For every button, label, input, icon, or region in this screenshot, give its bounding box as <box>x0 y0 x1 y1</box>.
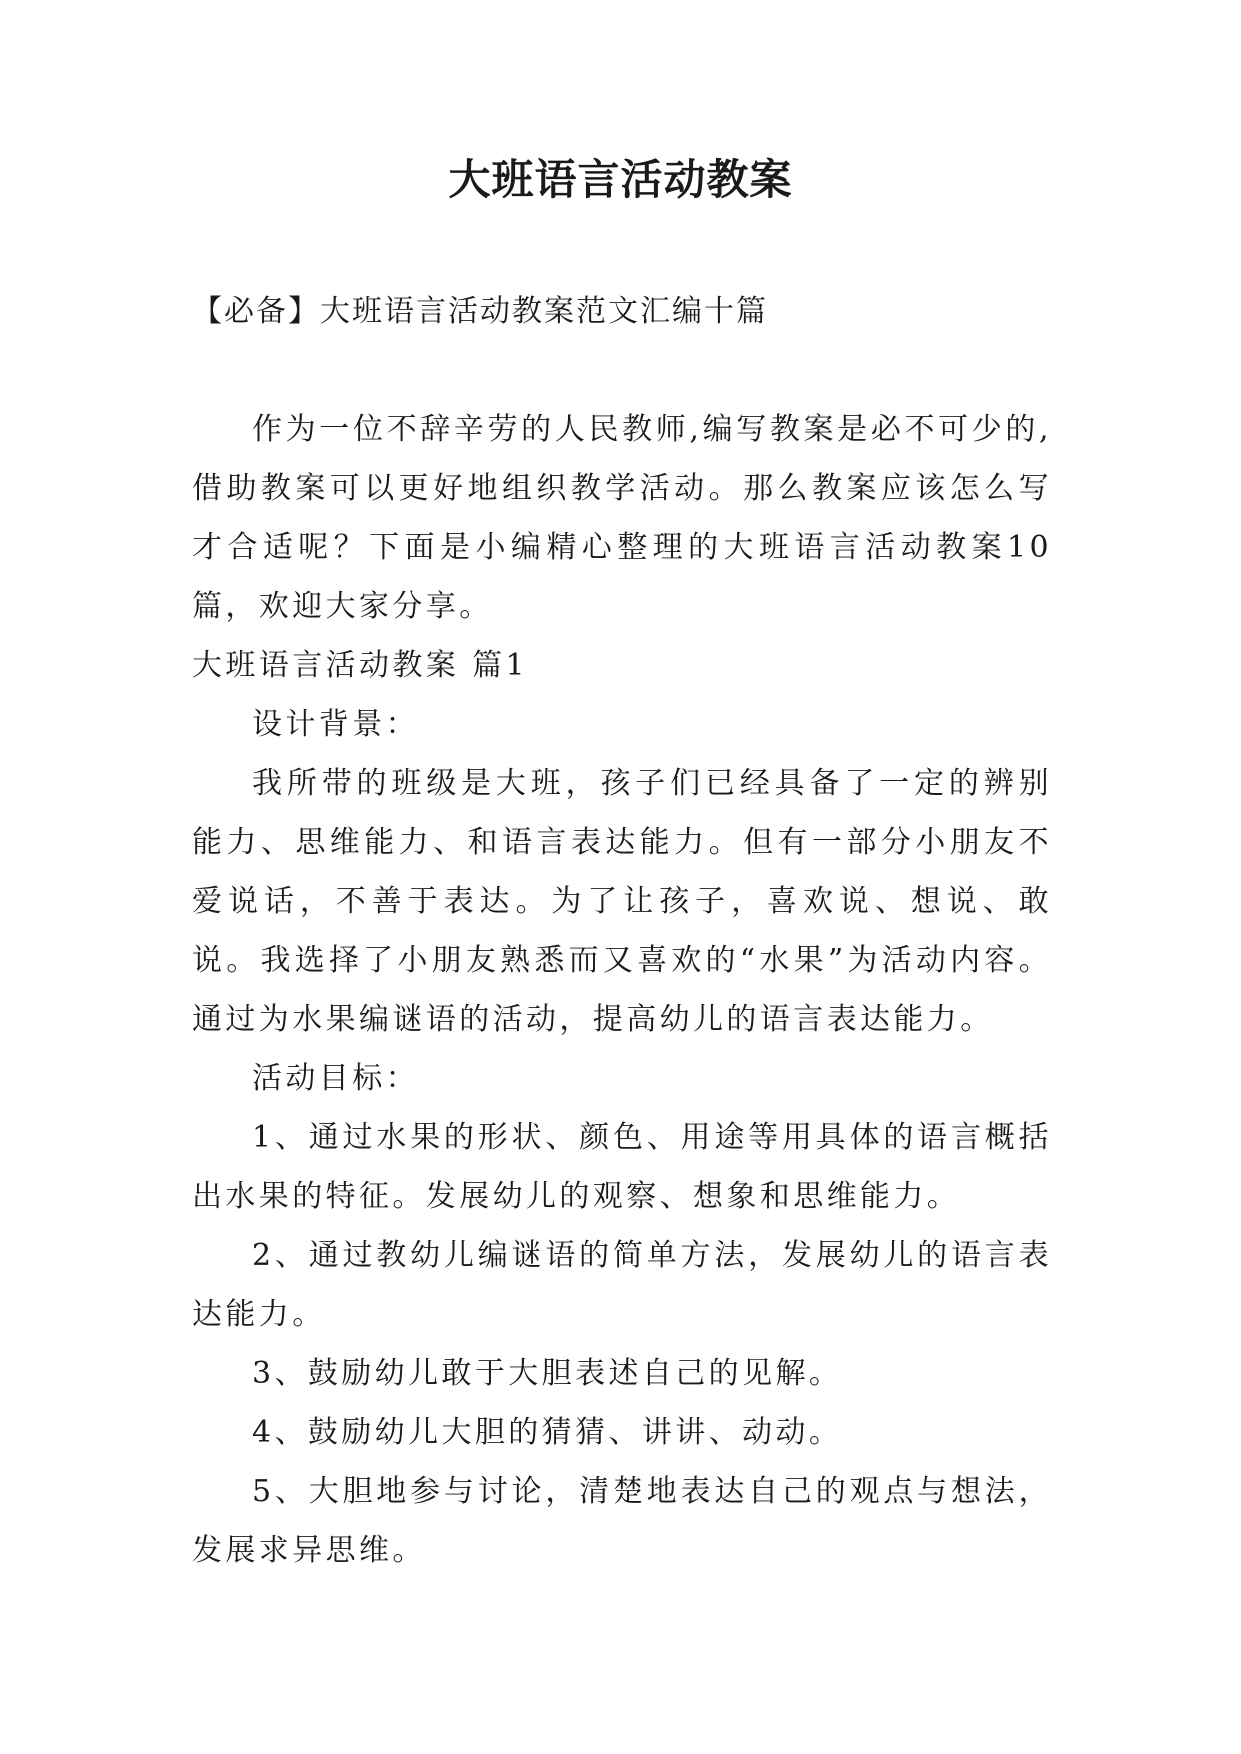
document-title: 大班语言活动教案 <box>448 155 793 204</box>
section-heading: 大班语言活动教案 篇1 <box>192 648 529 683</box>
document-body <box>192 400 1052 1580</box>
design-background-paragraph: 我所带的班级是大班，孩子们已经具备了一定的辨别能力、思维能力、和语言表达能力。但有一部分小朋友不爱说话，不善于表达。为了让孩子，喜欢说、想说、敢说。我选择了小朋友熟悉而又喜欢的“水果”为活动内容。通过为水果编谜语的活动，提高幼儿的语言表达能力。 <box>192 766 1052 1037</box>
goal-item: 2、通过教幼儿编谜语的简单方法，发展幼儿的语言表达能力。 <box>192 1238 1052 1332</box>
design-background-label: 设计背景： <box>252 707 419 742</box>
goal-item: 3、鼓励幼儿敢于大胆表述自己的见解。 <box>252 1356 843 1391</box>
goal-item: 1、通过水果的形状、颜色、用途等用具体的语言概括出水果的特征。发展幼儿的观察、想象和思维能力。 <box>192 1120 1052 1214</box>
goal-item: 5、大胆地参与讨论，清楚地表达自己的观点与想法，发展求异思维。 <box>192 1474 1052 1568</box>
document-subtitle: 【必备】大班语言活动教案范文汇编十篇 <box>192 294 768 329</box>
intro-paragraph: 作为一位不辞辛劳的人民教师,编写教案是必不可少的,借助教案可以更好地组织教学活动。那么教案应该怎么写才合适呢？下面是小编精心整理的大班语言活动教案10篇，欢迎大家分享。 <box>192 412 1052 624</box>
goal-item: 4、鼓励幼儿大胆的猜猜、讲讲、动动。 <box>252 1415 843 1450</box>
activity-goals-label: 活动目标： <box>252 1061 419 1096</box>
